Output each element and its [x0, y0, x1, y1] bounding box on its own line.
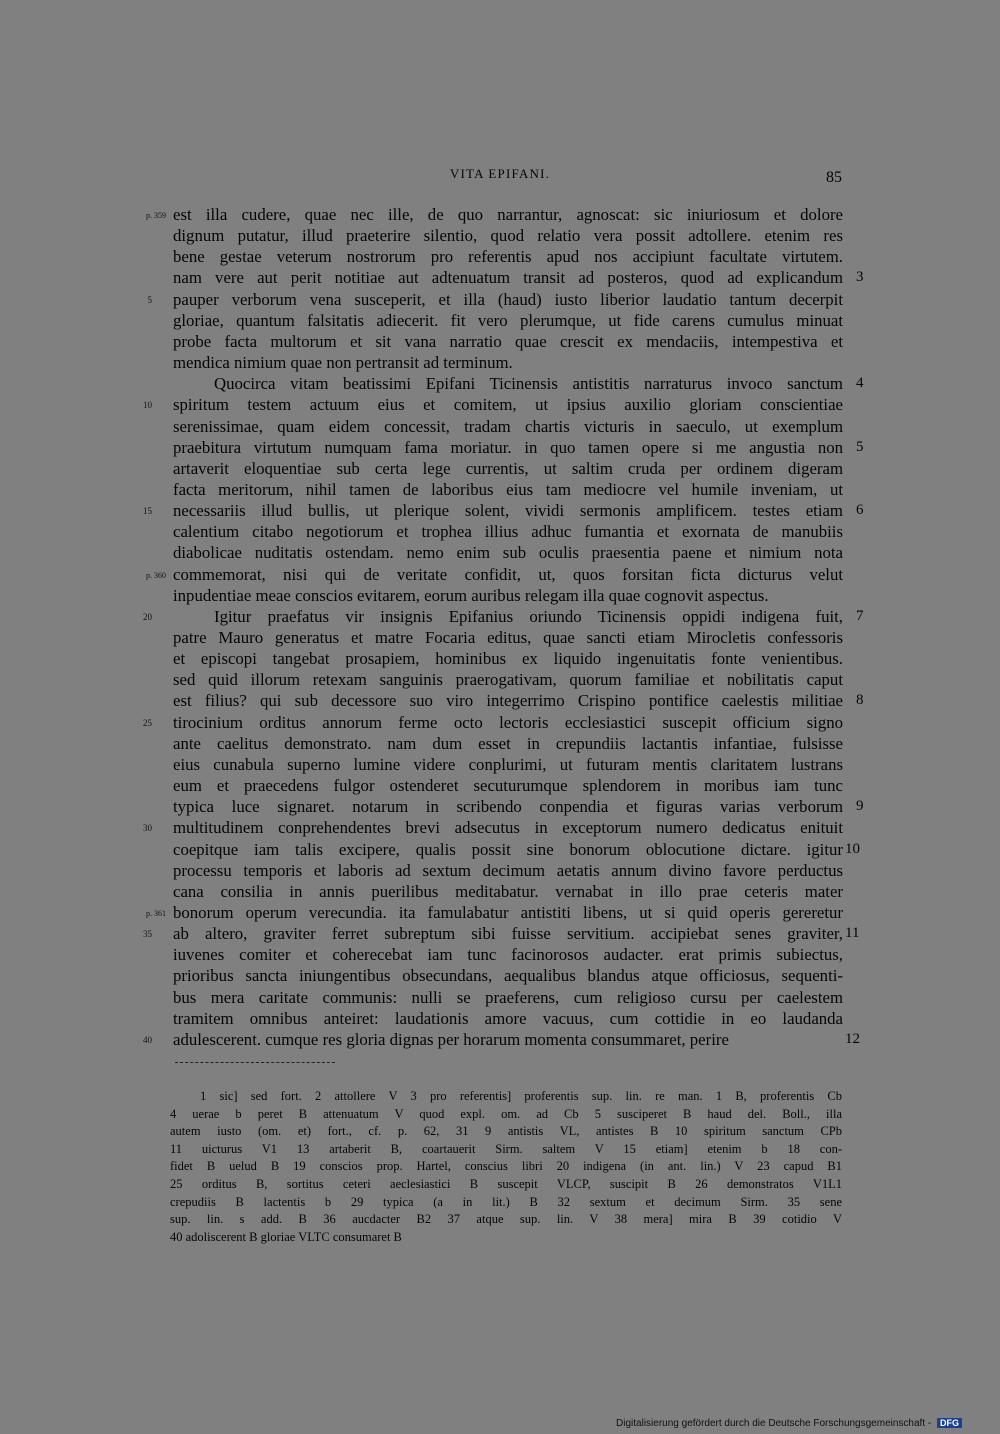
text-line: est illa cudere, quae nec ille, de quo narrantur, agnoscat: sic iniuriosum et dolore: [173, 205, 843, 224]
text-line: prioribus sancta iniungentibus obsecundans, aequalibus blandus atque officiosus, sequenti-: [173, 966, 843, 986]
margin-line-number: 30: [143, 823, 152, 834]
text-line: est filius? qui sub decessore suo viro integerrimo Crispino pontifice caelestis militiae: [173, 691, 843, 711]
footnote-line: 1 sic] sed fort. 2 attollere V 3 pro referentis] proferentis sup. lin. re man. 1 B, proferentis Cb: [200, 1089, 842, 1103]
chapter-number: 7: [856, 607, 864, 624]
margin-line-number: 20: [143, 611, 152, 622]
footnote-line: crepudiis B lactentis b 29 typica (a in lit.) B 32 sextum et decimum Sirm. 35 sene: [170, 1194, 842, 1209]
text-line: eum et praecedens fulgor ostenderet secuturumque splendorem in moribus iam tunc: [173, 776, 843, 796]
margin-line-number: p. 360: [146, 570, 166, 580]
text-line: necessariis illud bullis, ut plerique solent, vividi sermonis amplificem. testes etiam: [173, 501, 843, 521]
margin-line-number: 5: [147, 294, 152, 305]
chapter-number: 11: [845, 925, 860, 942]
text-line: bonorum operum verecundia. ita famulabatur antistiti libens, ut si quid operis gereretur: [173, 902, 843, 922]
text-line: processu temporis et laboris ad sextum decimum aetatis annum divino favore perductus: [173, 860, 843, 880]
text-line: typica luce signaret. notarum in scribendo conpendia et figuras varias verborum: [173, 797, 843, 817]
running-title: VITA EPIFANI.: [449, 166, 551, 181]
text-line: multitudinem conprehendentes brevi adsecutus in exceptorum numero dedicatus enituit: [173, 818, 843, 838]
footnote-line: 4 uerae b peret B attenuatum V quod expl. om. ad Cb 5 susciperet B haud del. Boll., illa: [170, 1106, 842, 1121]
dfg-logo: DFG: [937, 1418, 962, 1428]
text-line: pauper verborum vena susceperit, et illa (haud) iusto liberior laudatio tantum decerpit: [173, 289, 843, 309]
text-line: praebitura virtutum numquam fama moriatur. in quo tamen opere si me angustia non: [173, 437, 843, 457]
text-line: Quocirca vitam beatissimi Epifani Ticinensis antistitis narraturus invoco sanctum: [214, 374, 843, 394]
text-line: patre Mauro generatus et matre Focaria editus, quae sancti etiam Mirocletis confessoris: [173, 628, 843, 647]
footnote-line: 11 uicturus V1 13 artaberit B, coartauerit Sirm. saltem V 15 etiam] etenim b 18 con-: [170, 1141, 842, 1156]
text-line: coepitque iam talis excipere, qualis possit sine bonorum oblocutione dictare. igitur: [173, 839, 843, 859]
text-line: ab altero, graviter ferret subreptum sibi fuisse servitium. accipiebat senes graviter,: [173, 924, 843, 944]
margin-line-number: p. 359: [146, 211, 166, 220]
text-line: dignum putatur, illud praeterire silentio, quod relatio vera possit adtollere. etenim res: [173, 226, 843, 246]
chapter-number: 8: [856, 692, 864, 709]
footnote-line: fidet B uelud B 19 conscios prop. Hartel, conscius libri 20 indigena (in ant. lin.) V 23 capud B1: [170, 1159, 842, 1174]
text-line: bus mera caritate communis: nulli se praeferens, cum religioso cursu per caelestem: [173, 987, 843, 1007]
text-line: eius cunabula superno lumine videre conplurimi, ut futuram mentis claritatem lustrans: [173, 754, 843, 774]
text-line: ante caelitus demonstrato. nam dum esset in crepundiis lactantis infantiae, fulsisse: [173, 733, 843, 753]
text-line: probe facta multorum et sit vana narratio quae crescit ex mendaciis, intempestiva et: [173, 331, 843, 351]
chapter-number: 5: [856, 438, 864, 455]
text-line: serenissimae, quam eidem concessit, tradam chartis victuris in saeculo, ut exemplum: [173, 416, 843, 436]
text-line: inpudentiae meae conscios evitarem, eorum auribus relegam illa quae cognovit aspectus.: [173, 585, 769, 605]
chapter-number: 9: [856, 798, 864, 815]
margin-line-number: 35: [143, 929, 152, 940]
digitization-credit: [616, 1418, 962, 1429]
text-line: et episcopi tangebat prosapiem, hominibus ex liquido ingenuitatis fonte venientibus.: [173, 649, 843, 669]
chapter-number: 4: [856, 375, 864, 392]
text-line: spiritum testem actuum eius et comitem, ut ipsius auxilio gloriam conscientiae: [173, 395, 843, 415]
chapter-number: 3: [856, 269, 864, 286]
footnote-separator: [175, 1062, 335, 1063]
text-line: artaverit eloquentiae sub certa lege currentis, ut saltim cruda per ordinem digeram: [173, 458, 843, 478]
text-line: commemorat, nisi qui de veritate confidit, ut, quos forsitan ficta dicturus velut: [173, 564, 843, 584]
text-line: iuvenes comiter et coherecebat iam tunc facinorosos audacter. erat primis subiectus,: [173, 945, 843, 965]
margin-line-number: 25: [143, 717, 152, 728]
footnote-line: sup. lin. s add. B 36 aucdacter B2 37 atque sup. lin. V 38 mera] mira B 39 cotidio V: [170, 1212, 842, 1227]
text-line: calentium citabo negotiorum et trophea illius adhuc fumantia et exornata de manubiis: [173, 522, 843, 542]
footnote-line: 40 adoliscerent B gloriae VLTC consumaret B: [170, 1229, 402, 1244]
footnote-line: 25 orditus B, sortitus ceteri aeclesiastici B suscepit VLCP, suscipit B 26 demonstratos V1L1: [170, 1177, 842, 1191]
margin-line-number: p. 361: [146, 908, 166, 918]
credit-text: Digitalisierung gefördert durch die Deutsche Forschungsgemeinschaft -: [616, 1418, 932, 1429]
text-line: mendica nimium quae non pertransit ad terminum.: [173, 353, 513, 373]
text-line: diabolicae nuditatis ostendam. nemo enim sub oculis praesentia paene et nimium nota: [173, 543, 843, 563]
text-line: facta meritorum, nihil tamen de laboribus eius tam mediocre vel humile inveniam, ut: [173, 479, 843, 499]
text-line: tirocinium orditus annorum ferme octo lectoris ecclesiastici suscepit officium signo: [173, 712, 843, 732]
text-line: nam vere aut perit notitiae aut adtenuatum transit ad posteros, quod ad explicandum: [173, 268, 843, 288]
page-number: 85: [826, 169, 842, 186]
footnote-line: autem iusto (om. et) fort., cf. p. 62, 31 9 antistis VL, antistes B 10 spiritum sanctum CPb: [170, 1124, 842, 1139]
text-line: adulescerent. cumque res gloria dignas per horarum momenta consummaret, perire: [173, 1029, 729, 1049]
text-line: tramitem omnibus anteiret: laudationis amore vacuus, cum cottidie in eo laudanda: [173, 1008, 843, 1028]
chapter-number: 10: [845, 840, 860, 857]
margin-line-number: 10: [143, 400, 152, 411]
margin-line-number: 15: [143, 506, 152, 517]
text-line: sed quid illorum retexam sanguinis praerogativam, quorum familiae et nobilitatis caput: [173, 670, 843, 690]
text-line: bene gestae veterum nostrorum pro referentis apud nos accipiunt facultate virtutem.: [173, 247, 843, 267]
chapter-number: 6: [856, 502, 864, 519]
text-line: gloriae, quantum falsitatis adiecerit. fit vero plerumque, ut fide carens cumulus minuat: [173, 310, 843, 330]
text-line: cana consilia in annis puerilibus meditabatur. vernabat in illo prae ceteris mater: [173, 881, 843, 901]
margin-line-number: 40: [143, 1034, 152, 1045]
chapter-number: 12: [845, 1030, 860, 1047]
text-line: Igitur praefatus vir insignis Epifanius oriundo Ticinensis oppidi indigena fuit,: [214, 606, 843, 626]
